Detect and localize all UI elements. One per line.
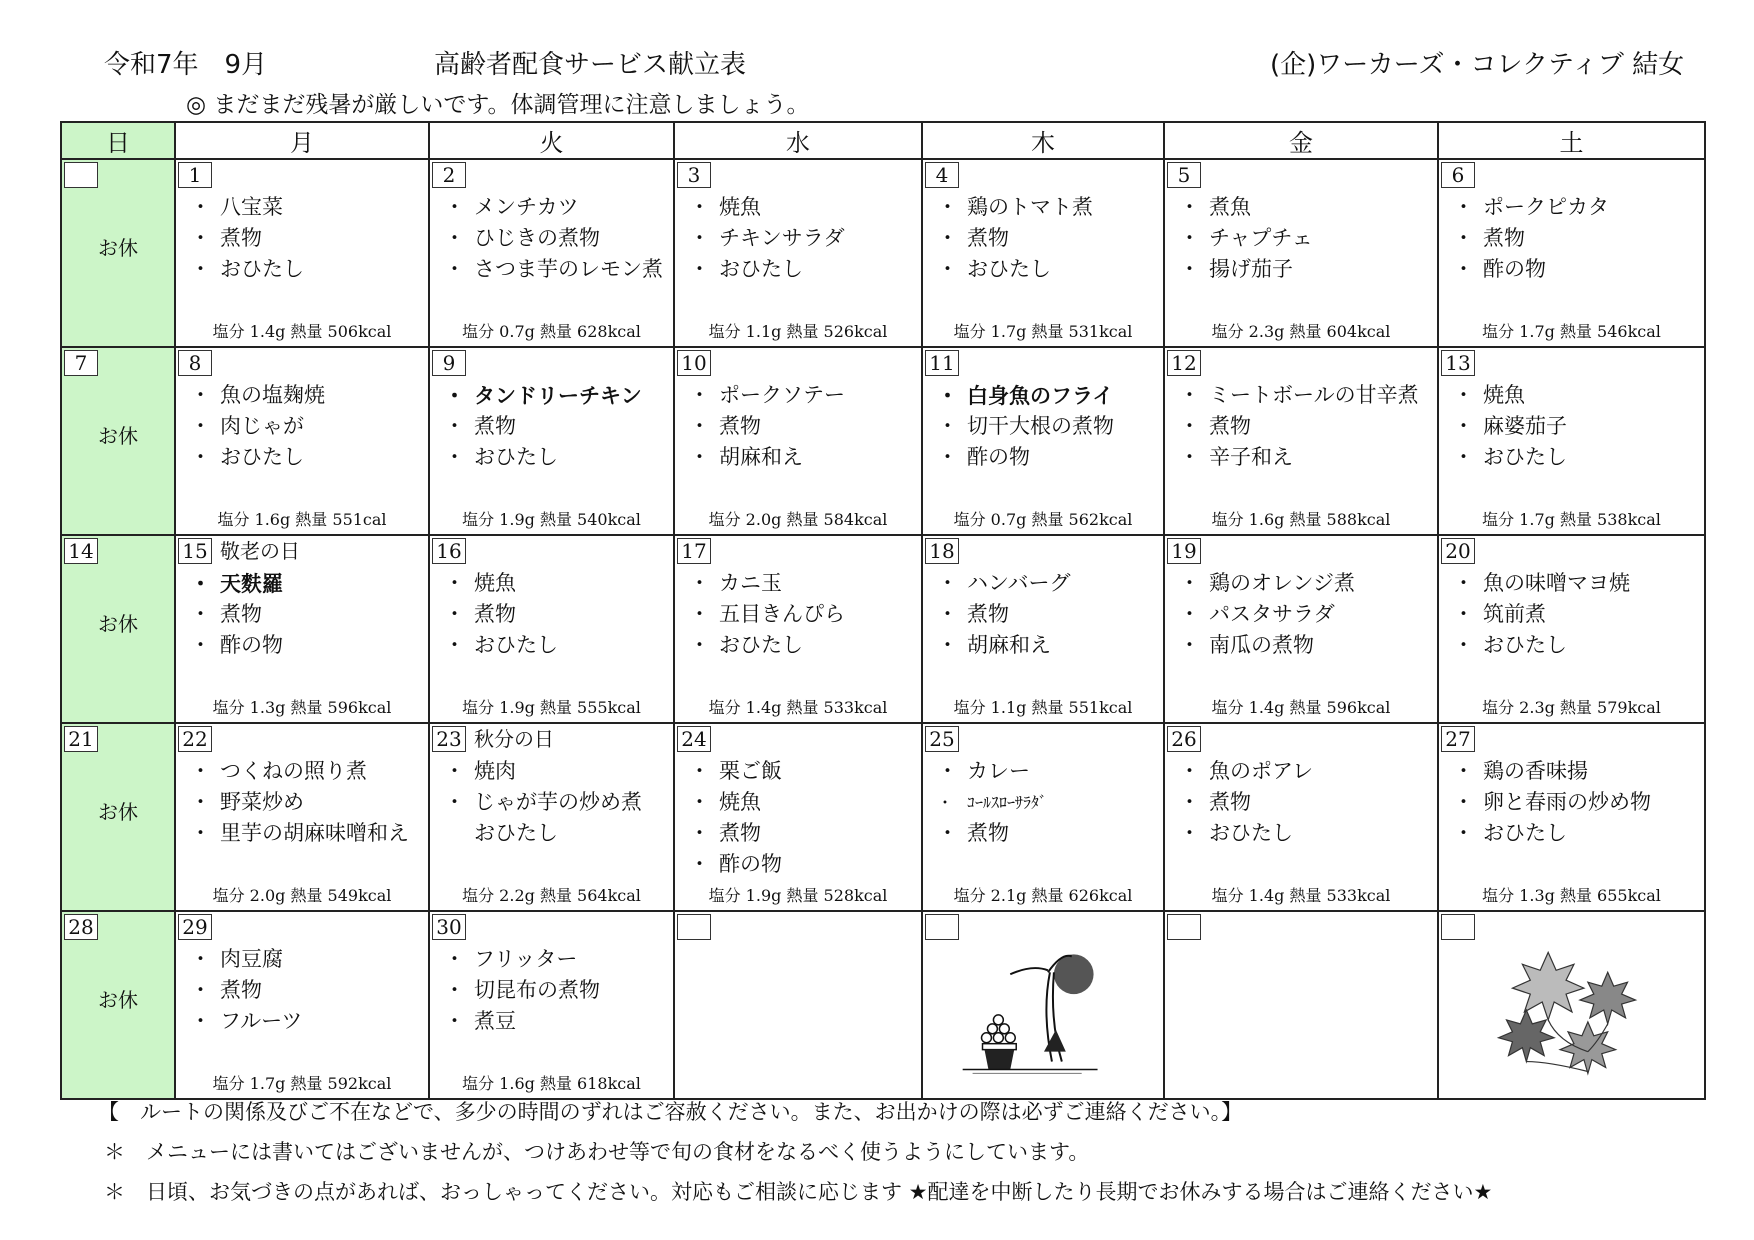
menu-item: おひたし bbox=[474, 821, 558, 845]
menu-list bbox=[689, 568, 919, 661]
menu-list bbox=[1453, 192, 1702, 285]
footer-note-2: ＊ メニューには書いてはございませんが、つけあわせ等で旬の食材をなるべく使うようにしています。 bbox=[104, 1140, 1090, 1164]
menu-item: ・ 切干大根の煮物 bbox=[937, 411, 1161, 442]
menu-item: ・ 切昆布の煮物 bbox=[444, 975, 671, 1006]
day-number: 12 bbox=[1167, 350, 1201, 376]
holiday-label: 敬老の日 bbox=[220, 539, 300, 563]
menu-item: ・ 煮魚 bbox=[1179, 192, 1435, 223]
menu-item: ・ 酢の物 bbox=[190, 630, 426, 661]
menu-item: ・ 煮物 bbox=[190, 975, 426, 1006]
day-number: 14 bbox=[64, 538, 98, 564]
nutrition-info: 塩分 1.4g 熱量 533kcal bbox=[708, 698, 888, 717]
day-cell bbox=[175, 159, 429, 347]
nutrition-info: 塩分 1.9g 熱量 528kcal bbox=[708, 886, 888, 905]
menu-item: ・ 煮物 bbox=[1179, 411, 1435, 442]
day-cell bbox=[175, 535, 429, 723]
nutrition-info: 塩分 1.7g 熱量 531kcal bbox=[953, 322, 1133, 341]
menu-list bbox=[689, 756, 919, 880]
menu-list bbox=[689, 380, 919, 473]
calendar-week-row bbox=[61, 723, 1705, 911]
menu-item: ・ 卵と春雨の炒め物 bbox=[1453, 787, 1702, 818]
day-number: 22 bbox=[178, 726, 212, 752]
nutrition-info: 塩分 2.0g 熱量 549kcal bbox=[212, 886, 392, 905]
weekday-thu: 木 bbox=[922, 122, 1164, 159]
nutrition-info: 塩分 1.4g 熱量 533kcal bbox=[1211, 886, 1391, 905]
organization-name: (企)ワーカーズ・コレクティブ 結女 bbox=[1270, 50, 1685, 80]
menu-item: ・ 白身魚のフライ bbox=[937, 380, 1161, 411]
day-cell bbox=[674, 911, 922, 1099]
menu-item: ・ ひじきの煮物 bbox=[444, 223, 671, 254]
day-number: 24 bbox=[677, 726, 711, 752]
day-number: 13 bbox=[1441, 350, 1475, 376]
menu-list bbox=[937, 756, 1161, 849]
menu-item: ・ 野菜炒め bbox=[190, 787, 426, 818]
menu-item: ・ 天麩羅 bbox=[190, 568, 426, 599]
day-cell bbox=[1438, 347, 1705, 535]
day-number: 6 bbox=[1441, 162, 1475, 188]
calendar-week-row bbox=[61, 535, 1705, 723]
menu-item: ・ 辛子和え bbox=[1179, 442, 1435, 473]
menu-item: ・ 魚の塩麹焼 bbox=[190, 380, 426, 411]
menu-item: ・ メンチカツ bbox=[444, 192, 671, 223]
menu-item: ・ おひたし bbox=[1453, 442, 1702, 473]
menu-list bbox=[444, 568, 671, 661]
weekday-fri: 金 bbox=[1164, 122, 1438, 159]
day-cell bbox=[1164, 347, 1438, 535]
menu-item: ・ つくねの照り煮 bbox=[190, 756, 426, 787]
page-title: 高齢者配食サービス献立表 bbox=[434, 50, 747, 80]
menu-item: ・ 酢の物 bbox=[689, 849, 919, 880]
menu-item: ・ 焼魚 bbox=[1453, 380, 1702, 411]
day-number: 1 bbox=[178, 162, 212, 188]
rest-label: お休 bbox=[98, 612, 138, 636]
day-cell bbox=[922, 535, 1164, 723]
nutrition-info: 塩分 2.3g 熱量 604kcal bbox=[1211, 322, 1391, 341]
nutrition-info: 塩分 0.7g 熱量 628kcal bbox=[462, 322, 641, 341]
menu-item: ・ おひたし bbox=[1179, 818, 1435, 849]
nutrition-info: 塩分 1.6g 熱量 588kcal bbox=[1211, 510, 1391, 529]
sunday-cell bbox=[61, 159, 175, 347]
rest-label: お休 bbox=[98, 800, 138, 824]
day-cell bbox=[1438, 535, 1705, 723]
menu-item: ・ 焼魚 bbox=[689, 192, 919, 223]
menu-item: ・ 鶏のトマト煮 bbox=[937, 192, 1161, 223]
day-number: 5 bbox=[1167, 162, 1201, 188]
weekday-header-row bbox=[61, 122, 1705, 159]
day-cell bbox=[175, 911, 429, 1099]
month-label: 令和7年 9月 bbox=[104, 50, 268, 80]
menu-list bbox=[190, 380, 426, 473]
menu-item: ・ 筑前煮 bbox=[1453, 599, 1702, 630]
day-number: 8 bbox=[178, 350, 212, 376]
sunday-cell bbox=[61, 723, 175, 911]
subtitle-notice: ◎ まだまだ残暑が厳しいです。体調管理に注意しましょう。 bbox=[186, 92, 810, 118]
menu-item: ・ 南瓜の煮物 bbox=[1179, 630, 1435, 661]
day-number: 28 bbox=[64, 914, 98, 940]
nutrition-info: 塩分 1.1g 熱量 526kcal bbox=[708, 322, 888, 341]
menu-list bbox=[1179, 192, 1435, 285]
day-cell bbox=[429, 723, 674, 911]
menu-item: ・ おひたし bbox=[689, 254, 919, 285]
day-cell bbox=[922, 723, 1164, 911]
nutrition-info: 塩分 1.4g 熱量 506kcal bbox=[212, 322, 392, 341]
menu-item: ・ チャプチェ bbox=[1179, 223, 1435, 254]
menu-item: ・ 煮物 bbox=[689, 411, 919, 442]
day-cell bbox=[1164, 723, 1438, 911]
menu-list bbox=[1453, 568, 1702, 661]
sunday-cell bbox=[61, 535, 175, 723]
menu-item: ・ 焼魚 bbox=[444, 568, 671, 599]
day-number: 17 bbox=[677, 538, 711, 564]
day-cell bbox=[1438, 159, 1705, 347]
nutrition-info: 塩分 2.2g 熱量 564kcal bbox=[462, 886, 641, 905]
nutrition-info: 塩分 1.3g 熱量 655kcal bbox=[1482, 886, 1661, 905]
day-cell bbox=[1438, 911, 1705, 1099]
menu-list bbox=[1453, 380, 1702, 473]
day-number: 10 bbox=[677, 350, 711, 376]
sunday-cell bbox=[61, 911, 175, 1099]
weekday-tue: 火 bbox=[429, 122, 674, 159]
holiday-label: 秋分の日 bbox=[474, 727, 554, 751]
menu-item: ・ 煮物 bbox=[937, 818, 1161, 849]
menu-item: ・ 胡麻和え bbox=[937, 630, 1161, 661]
day-number: 15 bbox=[178, 538, 212, 564]
day-number: 9 bbox=[432, 350, 466, 376]
nutrition-info: 塩分 1.7g 熱量 592kcal bbox=[212, 1074, 392, 1093]
day-number: 2 bbox=[432, 162, 466, 188]
menu-item: ・ 魚の味噌マヨ焼 bbox=[1453, 568, 1702, 599]
nutrition-info: 塩分 1.6g 熱量 551cal bbox=[217, 510, 387, 529]
nutrition-info: 塩分 2.3g 熱量 579kcal bbox=[1482, 698, 1661, 717]
menu-item: ・ おひたし bbox=[444, 442, 671, 473]
day-number: 19 bbox=[1167, 538, 1201, 564]
menu-list bbox=[444, 756, 671, 849]
day-cell bbox=[429, 347, 674, 535]
menu-list bbox=[937, 192, 1161, 285]
footer-note-3: ＊ 日頃、お気づきの点があれば、おっしゃってください。対応もご相談に応じます ★配達を中断したり長期でお休みする場合はご連絡ください★ bbox=[104, 1180, 1493, 1204]
menu-item: ・ チキンサラダ bbox=[689, 223, 919, 254]
menu-list bbox=[444, 944, 671, 1037]
day-cell bbox=[922, 347, 1164, 535]
day-cell bbox=[674, 723, 922, 911]
calendar-week-row bbox=[61, 159, 1705, 347]
footer-note-1: 【 ルートの関係及びご不在などで、多少の時間のずれはご容赦ください。また、お出かけの際は必ずご連絡ください。】 bbox=[98, 1100, 1243, 1124]
day-cell bbox=[674, 347, 922, 535]
day-number: 27 bbox=[1441, 726, 1475, 752]
day-number: 3 bbox=[677, 162, 711, 188]
menu-item: ・ 里芋の胡麻味噌和え bbox=[190, 818, 426, 849]
menu-item: ・ ポークピカタ bbox=[1453, 192, 1702, 223]
menu-item: ・ 煮物 bbox=[1179, 787, 1435, 818]
menu-item: ・ おひたし bbox=[190, 254, 426, 285]
menu-item: ・ ミートボールの甘辛煮 bbox=[1179, 380, 1435, 411]
day-cell bbox=[429, 535, 674, 723]
menu-list bbox=[937, 380, 1161, 473]
menu-item: ・ 魚のポアレ bbox=[1179, 756, 1435, 787]
rest-label: お休 bbox=[98, 988, 138, 1012]
weekday-sat: 土 bbox=[1438, 122, 1705, 159]
menu-item: ・ 煮物 bbox=[190, 599, 426, 630]
menu-list bbox=[689, 192, 919, 285]
menu-item: ・ タンドリーチキン bbox=[444, 380, 671, 411]
menu-list bbox=[1453, 756, 1702, 849]
menu-item: ・ ハンバーグ bbox=[937, 568, 1161, 599]
menu-item: ・ 煮物 bbox=[444, 599, 671, 630]
day-number: 11 bbox=[925, 350, 959, 376]
menu-list bbox=[1179, 756, 1435, 849]
day-number bbox=[677, 914, 711, 940]
day-cell bbox=[1164, 159, 1438, 347]
menu-list bbox=[190, 568, 426, 661]
menu-item: ・ 鶏の香味揚 bbox=[1453, 756, 1702, 787]
menu-item: ・ おひたし bbox=[1453, 630, 1702, 661]
menu-item: ・ ｺｰﾙｽﾛｰｻﾗﾀﾞ bbox=[937, 787, 1161, 818]
weekday-sun: 日 bbox=[61, 122, 175, 159]
menu-item: ・ 栗ご飯 bbox=[689, 756, 919, 787]
day-cell bbox=[429, 911, 674, 1099]
menu-item: ・ さつま芋のレモン煮 bbox=[444, 254, 671, 285]
menu-item: ・ 肉豆腐 bbox=[190, 944, 426, 975]
menu-item: ・ カニ玉 bbox=[689, 568, 919, 599]
nutrition-info: 塩分 1.6g 熱量 618kcal bbox=[462, 1074, 641, 1093]
nutrition-info: 塩分 1.7g 熱量 538kcal bbox=[1482, 510, 1661, 529]
day-cell bbox=[674, 159, 922, 347]
menu-item: ・ 五目きんぴら bbox=[689, 599, 919, 630]
nutrition-info: 塩分 0.7g 熱量 562kcal bbox=[953, 510, 1133, 529]
day-number: 23 bbox=[432, 726, 466, 752]
menu-calendar bbox=[60, 121, 1706, 1100]
day-cell bbox=[175, 723, 429, 911]
menu-list bbox=[190, 944, 426, 1037]
nutrition-info: 塩分 2.0g 熱量 584kcal bbox=[708, 510, 888, 529]
calendar-week-row bbox=[61, 911, 1705, 1099]
menu-item: ・ おひたし bbox=[444, 630, 671, 661]
day-cell bbox=[1164, 535, 1438, 723]
menu-item: ・ フルーツ bbox=[190, 1006, 426, 1037]
menu-list bbox=[1179, 380, 1435, 473]
menu-item: ・ 焼魚 bbox=[689, 787, 919, 818]
nutrition-info: 塩分 1.4g 熱量 596kcal bbox=[1211, 698, 1391, 717]
menu-item: ・ 揚げ茄子 bbox=[1179, 254, 1435, 285]
day-number: 16 bbox=[432, 538, 466, 564]
menu-item: ・ おひたし bbox=[689, 630, 919, 661]
nutrition-info: 塩分 1.9g 熱量 540kcal bbox=[462, 510, 641, 529]
menu-item: ・ じゃが芋の炒め煮 bbox=[444, 787, 671, 818]
menu-item: ・ 胡麻和え bbox=[689, 442, 919, 473]
nutrition-info: 塩分 1.1g 熱量 551kcal bbox=[953, 698, 1133, 717]
day-cell bbox=[922, 911, 1164, 1099]
menu-item: ・ ポークソテー bbox=[689, 380, 919, 411]
day-number: 4 bbox=[925, 162, 959, 188]
menu-list bbox=[190, 192, 426, 285]
day-number: 21 bbox=[64, 726, 98, 752]
menu-item: ・ 煮物 bbox=[937, 223, 1161, 254]
menu-list bbox=[444, 192, 671, 285]
nutrition-info: 塩分 1.3g 熱量 596kcal bbox=[212, 698, 392, 717]
day-cell bbox=[1164, 911, 1438, 1099]
menu-list bbox=[1179, 568, 1435, 661]
weekday-wed: 水 bbox=[674, 122, 922, 159]
menu-item: ・ 煮物 bbox=[689, 818, 919, 849]
rest-label: お休 bbox=[98, 424, 138, 448]
menu-item: ・ 煮物 bbox=[937, 599, 1161, 630]
day-number bbox=[1167, 914, 1201, 940]
day-number: 20 bbox=[1441, 538, 1475, 564]
day-cell bbox=[429, 159, 674, 347]
calendar-week-row bbox=[61, 347, 1705, 535]
menu-item: ・ 麻婆茄子 bbox=[1453, 411, 1702, 442]
day-number: 30 bbox=[432, 914, 466, 940]
menu-item: ・ 煮物 bbox=[444, 411, 671, 442]
day-cell bbox=[674, 535, 922, 723]
menu-list bbox=[937, 568, 1161, 661]
menu-item: ・ 酢の物 bbox=[937, 442, 1161, 473]
menu-list bbox=[444, 380, 671, 473]
menu-item: ・ 煮物 bbox=[1453, 223, 1702, 254]
menu-item: ・ 酢の物 bbox=[1453, 254, 1702, 285]
weekday-mon: 月 bbox=[175, 122, 429, 159]
day-number: 29 bbox=[178, 914, 212, 940]
day-number bbox=[64, 162, 98, 188]
day-number: 18 bbox=[925, 538, 959, 564]
menu-item: ・ おひたし bbox=[937, 254, 1161, 285]
day-cell bbox=[922, 159, 1164, 347]
nutrition-info: 塩分 1.9g 熱量 555kcal bbox=[462, 698, 641, 717]
rest-label: お休 bbox=[98, 236, 138, 260]
day-cell bbox=[175, 347, 429, 535]
menu-item: ・ おひたし bbox=[1453, 818, 1702, 849]
menu-item: ・ パスタサラダ bbox=[1179, 599, 1435, 630]
menu-item: ・ 煮物 bbox=[190, 223, 426, 254]
menu-item: ・ 煮豆 bbox=[444, 1006, 671, 1037]
day-number: 7 bbox=[64, 350, 98, 376]
nutrition-info: 塩分 1.7g 熱量 546kcal bbox=[1482, 322, 1661, 341]
day-number: 26 bbox=[1167, 726, 1201, 752]
menu-item: ・ おひたし bbox=[190, 442, 426, 473]
menu-item: ・ 肉じゃが bbox=[190, 411, 426, 442]
menu-item: ・ カレー bbox=[937, 756, 1161, 787]
day-cell bbox=[1438, 723, 1705, 911]
menu-item: ・ 焼肉 bbox=[444, 756, 671, 787]
day-number: 25 bbox=[925, 726, 959, 752]
nutrition-info: 塩分 2.1g 熱量 626kcal bbox=[953, 886, 1133, 905]
menu-item: ・ 八宝菜 bbox=[190, 192, 426, 223]
menu-list bbox=[190, 756, 426, 849]
menu-item: ・ 鶏のオレンジ煮 bbox=[1179, 568, 1435, 599]
menu-item: ・ フリッター bbox=[444, 944, 671, 975]
sunday-cell bbox=[61, 347, 175, 535]
